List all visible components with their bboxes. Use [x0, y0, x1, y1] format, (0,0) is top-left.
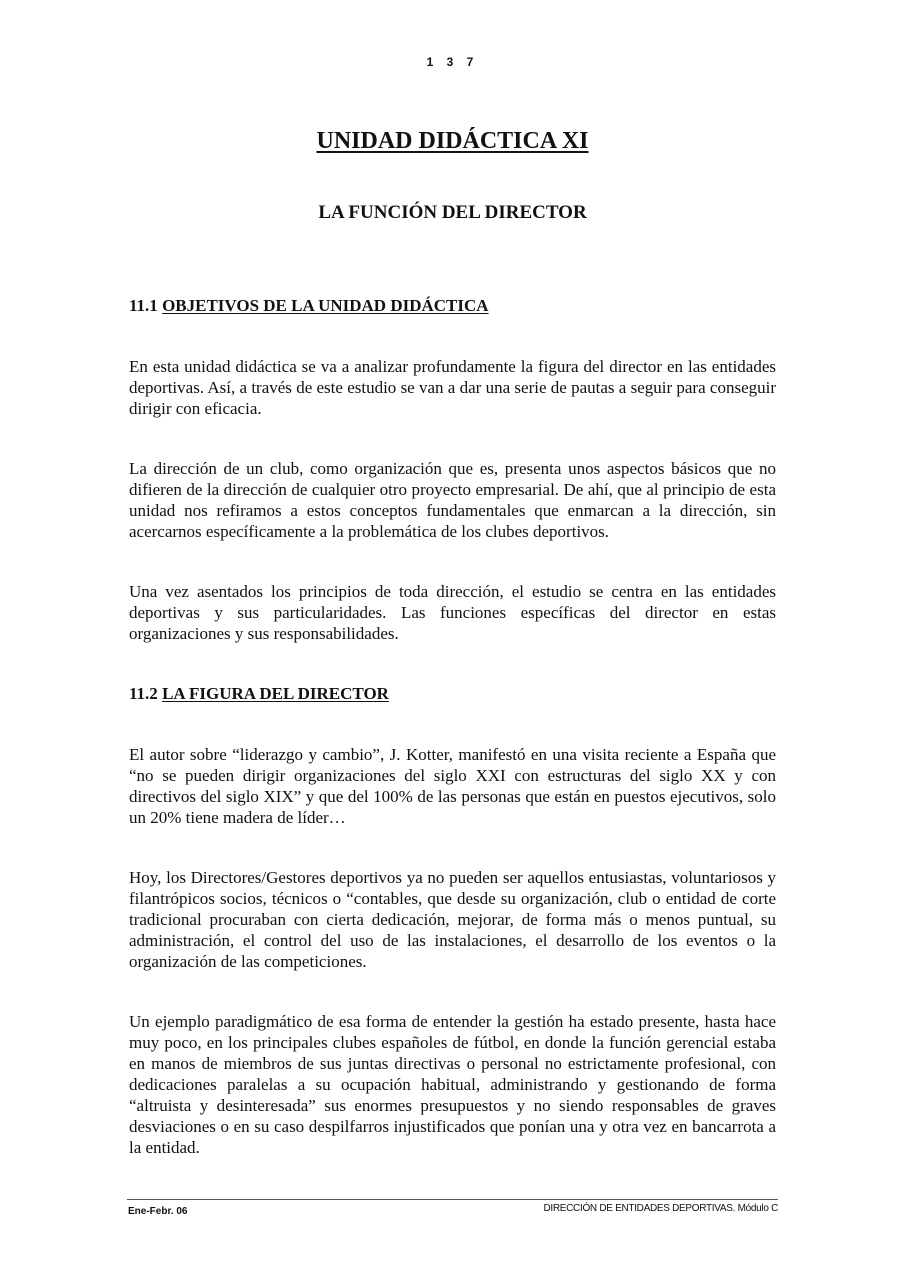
paragraph: En esta unidad didáctica se va a analizar profundamente la figura del director en las entidades deportivas. Así, a través de este estudio se van a dar una serie de pautas a seguir para conseguir dirigir con eficacia. [129, 357, 776, 418]
paragraph: Hoy, los Directores/Gestores deportivos ya no pueden ser aquellos entusiastas, voluntariosos y filantrópicos socios, técnicos o “contables, que desde su organización, club o entidad de corte tradicional procuraban con cierta dedicación, mejorar, de forma más o menos puntual, su administración, el control del uso de las instalaciones, el desarrollo de los eventos o la organización de las competiciones. [129, 868, 776, 971]
footer-divider [127, 1199, 778, 1200]
section-heading-11-2 [129, 684, 389, 704]
section-title: OBJETIVOS DE LA UNIDAD DIDÁCTICA [162, 296, 489, 315]
paragraph: Una vez asentados los principios de toda dirección, el estudio se centra en las entidades deportivas y sus particularidades. Las funciones específicas del director en estas organizaciones y sus responsabilidades. [129, 582, 776, 643]
paragraph: La dirección de un club, como organización que es, presenta unos aspectos básicos que no difieren de la dirección de cualquier otro proyecto empresarial. De ahí, que al principio de esta unidad nos refiramos a estos conceptos fundamentales que enmarcan a la dirección, sin acercarnos específicamente a la problemática de los clubes deportivos. [129, 459, 776, 541]
paragraph: Un ejemplo paradigmático de esa forma de entender la gestión ha estado presente, hasta hace muy poco, en los principales clubes españoles de fútbol, en donde la función gerencial estaba en manos de miembros de sus juntas directivas o personal no estrictamente profesional, con dedicaciones paralelas a su ocupación habitual, administrando y gestionando de forma “altruista y desinteresada” sus enormes presupuestos y no siendo responsables de graves desviaciones o en su caso despilfarros injustificados que ponían una y otra vez en bancarrota a la entidad. [129, 1012, 776, 1157]
footer-date: Ene-Febr. 06 [128, 1206, 188, 1217]
unit-subtitle: LA FUNCIÓN DEL DIRECTOR [318, 202, 587, 223]
section-heading-11-1 [129, 296, 489, 316]
unit-title: UNIDAD DIDÁCTICA XI [316, 128, 589, 154]
paragraph: El autor sobre “liderazgo y cambio”, J. Kotter, manifestó en una visita reciente a España que “no se pueden dirigir organizaciones del siglo XXI con estructuras del siglo XX y con directivos del siglo XIX” y que del 100% de las personas que están en puestos ejecutivos, solo un 20% tiene madera de líder… [129, 745, 776, 827]
section-number: 11.1 [129, 296, 158, 315]
section-title: LA FIGURA DEL DIRECTOR [162, 684, 389, 703]
section-number: 11.2 [129, 684, 158, 703]
footer-course-title: DIRECCIÓN DE ENTIDADES DEPORTIVAS. Módulo C [543, 1203, 778, 1214]
page-number: 1 3 7 [426, 55, 479, 69]
